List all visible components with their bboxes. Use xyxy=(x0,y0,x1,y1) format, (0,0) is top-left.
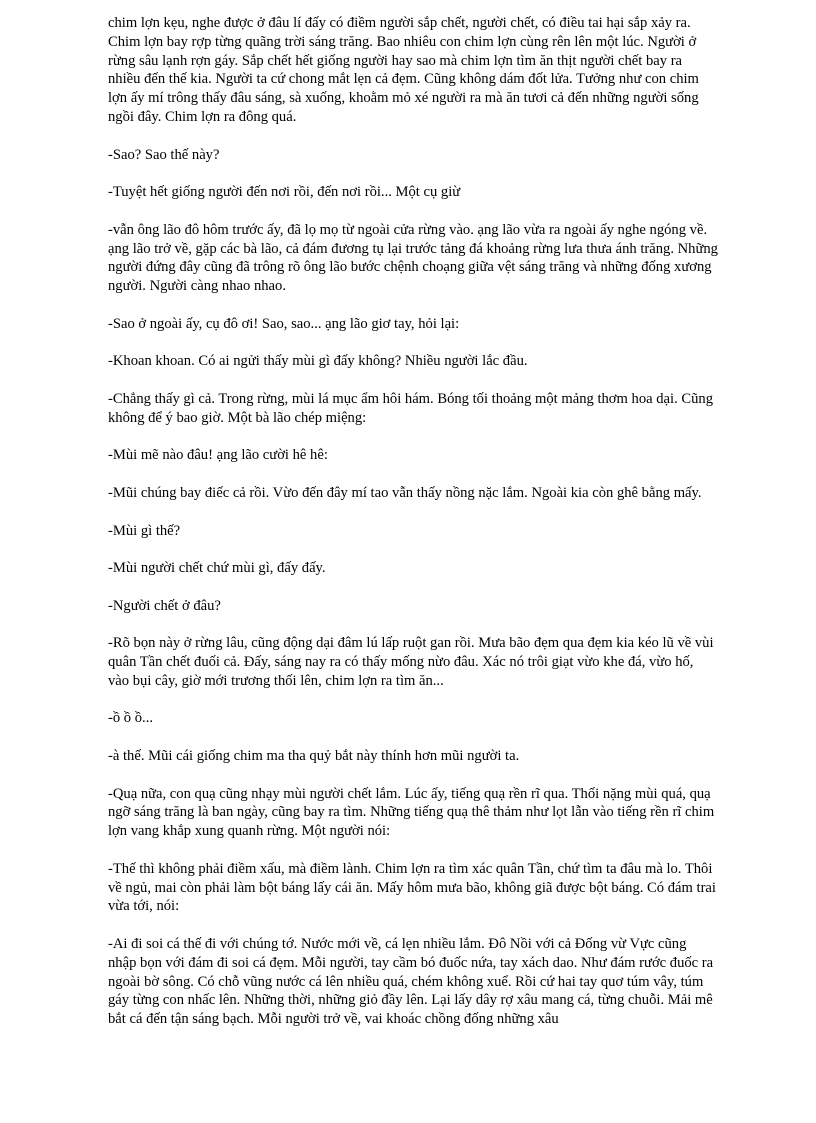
paragraph-7: -Chẳng thấy gì cả. Trong rừng, mùi lá mục ẩm hôi hám. Bóng tối thoảng một mảng thơm hoa dại. Cũng không để ý bao giờ. Một bà lão chép miệng: xyxy=(108,390,713,426)
document-page xyxy=(108,14,718,1048)
paragraph-8: -Mùi mẽ nào đâu! ạng lão cười hê hê: xyxy=(108,447,328,464)
paragraph-18: -Ai đi soi cá thế đi với chúng tớ. Nước mới về, cá lẹn nhiều lắm. Đô Nồi với cả Đống vừ Vực cũng nhập bọn với đám đi soi cá đẹm. Mỗi người, tay cầm bó đuốc nứa, tay xách dao. Như đám rước đuốc ra ngoài bờ sông. Có chỗ vũng nước cá lên nhiều quá, chém không xuể. Rồi cứ hai tay quơ túm vây, túm gáy từng con nhấc lên. Những thời, những giỏ đầy lên. Lại lấy dây rợ xâu mang cá, từng chuỗi. Mải mê bắt cá đến tận sáng bạch. Mỗi người trở về, vai khoác chồng đống những xâu xyxy=(108,936,714,1028)
paragraph-11: -Mùi người chết chứ mùi gì, đấy đấy. xyxy=(108,560,326,577)
paragraph-6: -Khoan khoan. Có ai ngửi thấy mùi gì đấy không? Nhiều người lắc đầu. xyxy=(108,353,528,370)
paragraph-5: -Sao ở ngoài ấy, cụ đô ơi! Sao, sao... ạng lão giơ tay, hỏi lại: xyxy=(108,315,460,332)
paragraph-10: -Mùi gì thế? xyxy=(108,522,181,539)
paragraph-17: -Thế thì không phải điềm xấu, mà điềm lành. Chim lợn ra tìm xác quân Tần, chứ tìm ta đâu mà lo. Thôi về ngủ, mai còn phải làm bột báng lấy cái ăn. Mấy hôm mưa bão, không giã được bột báng. Có đám trai vừa tới, nói: xyxy=(108,860,716,915)
paragraph-1: chim lợn kẹu, nghe được ở đâu lí đấy có điềm người sắp chết, người chết, có điều tai hại sắp xảy ra. Chim lợn bay rợp từng quãng trời sáng trăng. Bao nhiêu con chim lợn cùng rên lên một lúc. Người ở rừng sâu lạnh rợn gáy. Sắp chết hết giống người hay sao mà chim lợn tìm ăn thịt người chết bay ra nhiều đến thế kia. Người ta cứ chong mắt lẹn cả đẹm. Cũng không dám đốt lửa. Tưởng như con chim lợn ấy mí trông thấy đâu sáng, sà xuống, khoằm mỏ xé người ra mà ăn tươi cả đến những người sống ngồi đây. Chim lợn ra đông quá. xyxy=(108,15,699,125)
paragraph-2: -Sao? Sao thế này? xyxy=(108,146,220,163)
paragraph-3: -Tuyệt hết giống người đến nơi rồi, đến nơi rồi... Một cụ giừ xyxy=(108,184,461,201)
paragraph-14: -ồ ồ ồ... xyxy=(108,710,153,727)
paragraph-4: -vẫn ông lão đô hôm trước ấy, đã lọ mọ từ ngoài cửa rừng vào. ạng lão vừa ra ngoài ấy nghe ngóng về. ạng lão trở về, gặp các bà lão, cả đám đương tụ lại trước tảng đá khoảng rừng lưa thưa ánh trăng. Những người đứng đây cũng đã trông rõ ông lão bước chệnh choạng giữa vệt sáng trăng và những đống xương người. Người càng nhao nhao. xyxy=(108,221,718,295)
paragraph-12: -Người chết ở đâu? xyxy=(108,597,221,614)
paragraph-15: -à thế. Mũi cái giống chim ma tha quỷ bắt này thính hơn mũi người ta. xyxy=(108,748,520,765)
paragraph-13: -Rõ bọn này ở rừng lâu, cũng động dại đâm lú lấp ruột gan rồi. Mưa bão đẹm qua đẹm kia kéo lũ về vùi quân Tần chết đuối cả. Đấy, sáng nay ra có thấy mống nừo đâu. Xác nó trôi giạt vừo khe đá, vừo hố, vào bụi cây, giờ mới trương thối lên, chim lợn ra tìm ăn... xyxy=(108,635,714,689)
paragraph-16: -Quạ nữa, con quạ cũng nhạy mùi người chết lắm. Lúc ấy, tiếng quạ rền rĩ qua. Thối nặng mùi quá, quạ ngỡ sáng trăng là ban ngày, cũng bay ra tìm. Những tiếng quạ thê thảm như lọt lẫn vào tiếng rền rĩ chim lợn vang khắp xung quanh rừng. Một người nói: xyxy=(108,785,715,840)
paragraph-9: -Mũi chúng bay điếc cả rồi. Vừo đến đây mí tao vẫn thấy nồng nặc lắm. Ngoài kia còn ghê bằng mấy. xyxy=(108,484,702,501)
